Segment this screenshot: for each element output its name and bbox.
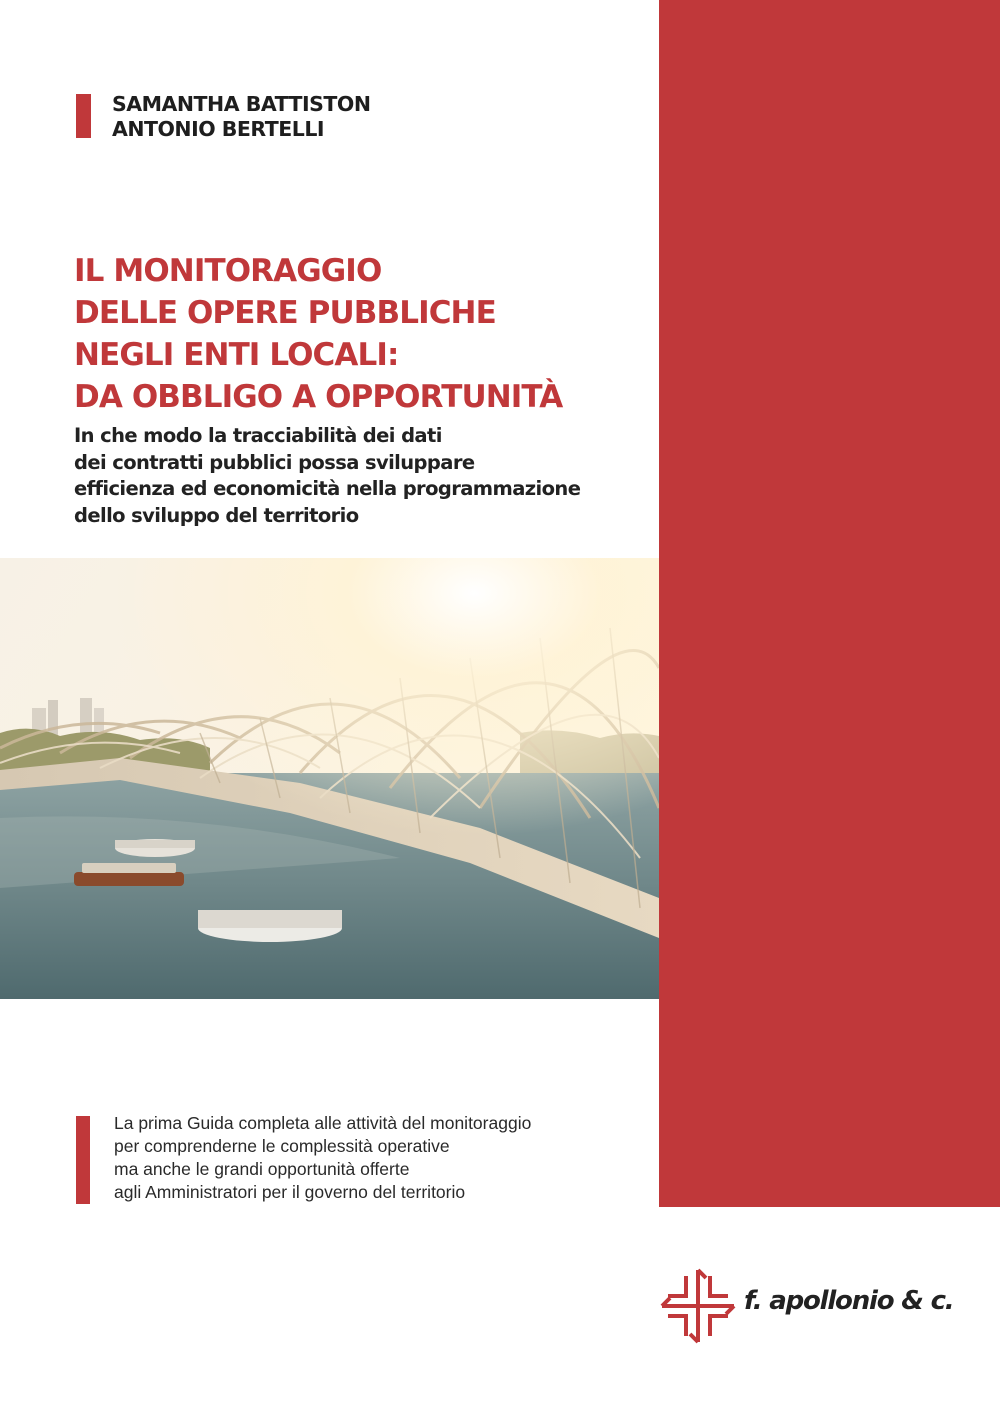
title-line: DA OBBLIGO A OPPORTUNITÀ — [74, 379, 563, 415]
subtitle-line: In che modo la tracciabilità dei dati — [74, 424, 442, 447]
subtitle-line: efficienza ed economicità nella programmazione — [74, 477, 581, 500]
blurb-line: La prima Guida completa alle attività del monitoraggio — [114, 1113, 532, 1133]
blurb-line: agli Amministratori per il governo del territorio — [114, 1182, 466, 1202]
bridge-photo — [0, 558, 659, 999]
author-accent-bar — [76, 94, 91, 138]
book-title — [74, 250, 654, 418]
book-subtitle — [74, 423, 654, 529]
blurb-line: ma anche le grandi opportunità offerte — [114, 1159, 410, 1179]
publisher-logo — [658, 1266, 958, 1346]
book-blurb — [114, 1112, 634, 1204]
blurb-accent-bar — [76, 1116, 90, 1204]
subtitle-line: dei contratti pubblici possa sviluppare — [74, 450, 475, 474]
blurb-line: per comprenderne le complessità operative — [114, 1136, 450, 1156]
title-line: NEGLI ENTI LOCALI: — [74, 337, 399, 373]
author-names — [112, 92, 371, 142]
title-line: DELLE OPERE PUBBLICHE — [74, 295, 496, 331]
author-name: SAMANTHA BATTISTON — [112, 92, 371, 116]
helix-bridge-illustration — [0, 558, 659, 999]
red-side-band — [659, 0, 1000, 1207]
author-name: ANTONIO BERTELLI — [112, 117, 325, 141]
subtitle-line: dello sviluppo del territorio — [74, 503, 359, 527]
apollonio-cross-logo-icon — [658, 1266, 738, 1346]
publisher-name: f. apollonio & c. — [744, 1286, 954, 1316]
title-line: IL MONITORAGGIO — [74, 253, 382, 289]
